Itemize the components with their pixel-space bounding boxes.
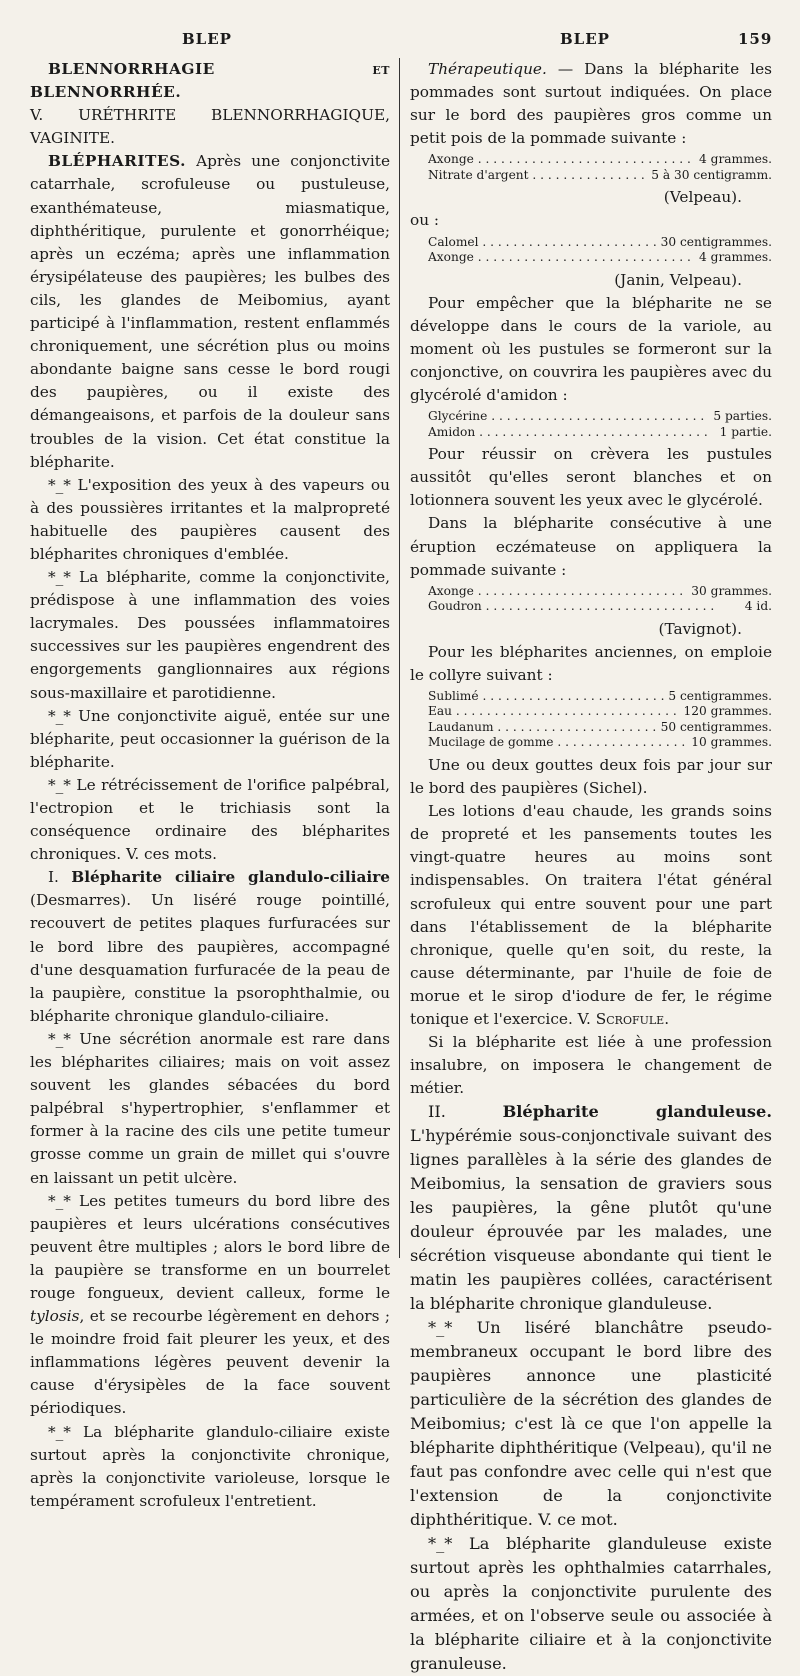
quantity: 5 parties. (713, 409, 772, 424)
ingredient: Nitrate d'argent . . . (428, 168, 647, 184)
quantity: 10 grammes. (691, 735, 772, 750)
paragraph: *_* Une conjonctivite aiguë, entée sur une blépharite, peut occasionner la guérison de la blépharite. (30, 706, 390, 771)
prescription-3 (428, 409, 772, 440)
ingredient: Mucilage de gomme . . . (428, 735, 687, 751)
entry-title: BLÉPHARITES. (48, 152, 186, 171)
prescription-row (428, 584, 772, 600)
quantity: 4 id. (744, 599, 772, 614)
paragraph-text: , et se recourbe légèrement en dehors ; le moindre froid fait pleurer les yeux, et des inflammations légères peuvent devenir la cause d'érysipèles de la face souvent périodiques. (30, 1307, 390, 1418)
quantity: 30 grammes. (691, 583, 772, 598)
ou-text: ou : (410, 211, 440, 230)
paragraph: *_* L'exposition des yeux à des vapeurs ou à des poussières irritantes et la malpropreté habituelle des paupières causent des blépharites chroniques d'emblée. (30, 475, 390, 563)
entry-blennorrhagie (30, 58, 390, 104)
paragraph (410, 58, 772, 150)
paragraph: *_* La blépharite glanduleuse existe surtout après les ophthalmies catarrhales, ou après la conjonctivite purulente des armées, et on l'observe seule ou associée à la blépharite ciliaire et à la conjonctivite granuleuse. (410, 1534, 772, 1674)
prescription-4 (428, 584, 772, 615)
prescription-row (428, 704, 772, 720)
quantity: 120 grammes. (683, 704, 772, 719)
prescription-5 (428, 689, 772, 751)
prescription-author: (Tavignot). (658, 619, 742, 638)
prescription-author: (Velpeau). (663, 188, 742, 207)
ingredient: Axonge . . . (428, 584, 687, 600)
column-divider (399, 58, 400, 1258)
ingredient: Axonge . . . (428, 152, 695, 168)
prescription-row (428, 599, 772, 615)
right-column (410, 58, 772, 1676)
section-number: I. (48, 868, 59, 887)
paragraph: *_* La blépharite glandulo-ciliaire existe surtout après la conjonctivite chronique, après la conjonctivite varioleuse, lorsque le tempérament scrofuleux l'entretient. (30, 1422, 390, 1510)
paragraph: *_* Le rétrécissement de l'orifice palpébral, l'ectropion et le trichiasis sont la conséquence ordinaire des blépharites chroniques. V. ces mots. (30, 775, 390, 864)
quantity: 1 partie. (719, 424, 772, 439)
paragraph-text: Après une conjonctivite catarrhale, scrofuleuse ou pustuleuse, exanthémateuse, miasmatique, diphthéritique, purulente et gonorrhéique; après un eczéma; après une inflammation érysipélateuse des paupières; les bulbes des cils, les glandes de Meibomius, ayant participé à l'inflammation, restent enflammés chroniquement, une sécrétion plus ou moins abondante baigne sans cesse le bord rougi des paupières, ou il existe des démangeaisons, et parfois de la douleur sans troubles de la vision. Cet état constitue la blépharite. (30, 152, 390, 471)
section-paragraph (30, 866, 390, 1028)
section-title: Blépharite glanduleuse. (502, 1102, 772, 1122)
prescription-row (428, 168, 772, 184)
quantity: 5 centigrammes. (668, 688, 772, 703)
italic-term: tylosis (30, 1307, 80, 1326)
paragraph: *_* La blépharite, comme la conjonctivite, prédispose à une inflammation des voies lacrymales. Des poussées inflammatoires successives sur les paupières engendrent des engorgements ganglionnaires aux régions sous-maxillaire et parotidienne. (30, 568, 390, 702)
paragraph-text: — Dans la blépharite les pommades sont surtout indiquées. On place sur le bord des paupières gros comme un petit pois de la pommade suivante : (410, 60, 772, 148)
quantity: 5 à 30 centigramm. (651, 167, 772, 182)
quantity: 50 centigrammes. (660, 719, 772, 734)
paragraph-text: (Desmarres). Un liséré rouge pointillé, recouvert de petites plaques furfuracées sur le bord libre des paupières, accompagné d'une desquamation furfuracée de la peau de la paupière, constitue la psorophthalmie, ou blépharite chronique glandulo-ciliaire. (30, 891, 390, 1025)
ingredient: Amidon . . . (428, 425, 716, 441)
section-title: Blépharite ciliaire glandulo-ciliaire (71, 868, 390, 887)
ingredient: Goudron . . . (428, 599, 741, 615)
quantity: 4 grammes. (699, 152, 772, 167)
cross-reference: Scrofule. (595, 1010, 670, 1028)
paragraph (30, 1190, 390, 1421)
quantity: 4 grammes. (699, 250, 772, 265)
prescription-row (428, 735, 772, 751)
paragraph-text: Les lotions d'eau chaude, les grands soins de propreté et les pansements toutes les vingt-quatre heures au moins sont indispensables. On traitera l'état général scrofuleux qui entre souvent pour une part dans l'établissement de la blépharite chronique, quelle qu'en soit, du reste, la cause déterminante, par l'huile de foie de morue et le sirop d'iodure de fer, le régime tonique et l'exercice. V. (410, 802, 772, 1028)
prescription-row (428, 689, 772, 705)
paragraph (410, 800, 772, 1031)
paragraph: Dans la blépharite consécutive à une éruption eczémateuse on appliquera la pommade suivante : (410, 514, 772, 579)
ingredient: Eau . . . (428, 704, 680, 720)
ingredient: Laudanum . . . (428, 720, 657, 736)
ingredient: Calomel . . . (428, 235, 657, 251)
paragraph: Pour empêcher que la blépharite ne se développe dans le cours de la variole, au moment où les pustules se formeront sur la conjonctive, on couvrira les paupières avec du glycérolé d'amidon : (410, 293, 772, 405)
ingredient: Axonge . . . (428, 250, 695, 266)
prescription-1 (428, 152, 772, 183)
cross-reference: V. URÉTHRITE BLENNORRHAGIQUE, VAGINITE. (30, 106, 390, 148)
paragraph-text: L'hypérémie sous-conjonctivale suivant des lignes parallèles à la série des glandes de Meibomius, la sensation de graviers sous les paupières, la gêne plutôt qu'une douleur éprouvée par les malades, une sécrétion visqueuse abondante qui tient le matin les paupières collées, caractérisent la blépharite chronique glanduleuse. (410, 1126, 772, 1314)
paragraph: Pour réussir on crèvera les pustules aussitôt qu'elles seront blanches et on lotionnera souvent les yeux avec le glycérolé. (410, 445, 772, 510)
paragraph: Pour les blépharites anciennes, on emploie le collyre suivant : (410, 642, 772, 684)
prescription-row (428, 235, 772, 251)
ingredient: Glycérine . . . (428, 409, 709, 425)
page-number: 159 (738, 30, 773, 48)
therapeutique-label: Thérapeutique. (428, 60, 547, 78)
quantity: 30 centigrammes. (660, 234, 772, 249)
prescription-row (428, 250, 772, 266)
running-head-left: BLEP (182, 30, 232, 48)
paragraph: *_* Une sécrétion anormale est rare dans les blépharites ciliaires; mais on voit assez souvent les glandes sébacées du bord palpébral s'hypertrophier, s'enflammer et former à la racine des cils une petite tumeur grosse comme un grain de millet qui s'ouvre en laissant un petit ulcère. (30, 1029, 390, 1187)
paragraph (30, 150, 390, 473)
ingredient: Sublimé . . . (428, 689, 664, 705)
prescription-author: (Janin, Velpeau). (614, 270, 742, 289)
section-number: II. (428, 1102, 446, 1122)
prescription-row (428, 152, 772, 168)
paragraph: *_* Un liséré blanchâtre pseudo-membraneux occupant le bord libre des paupières annonce une plasticité particulière de la sécrétion des glandes de Meibomius; c'est là ce que l'on appelle la blépharite diphthéritique (Velpeau), qu'il ne faut pas confondre avec celle qui n'est que l'extension de la conjonctivite diphthéritique. V. ce mot. (410, 1318, 772, 1530)
paragraph: Une ou deux gouttes deux fois par jour sur le bord des paupières (Sichel). (410, 755, 772, 798)
prescription-row (428, 720, 772, 736)
paragraph-text: *_* Les petites tumeurs du bord libre des paupières et leurs ulcérations consécutives peuvent être multiples ; alors le bord libre de la paupière se transforme en un bourrelet rouge fongueux, devient calleux, forme le (30, 1191, 390, 1302)
running-head-right: BLEP (560, 30, 610, 48)
prescription-row (428, 425, 772, 441)
paragraph: Si la blépharite est liée à une profession insalubre, on imposera le changement de métier. (410, 1033, 772, 1098)
left-column (30, 58, 390, 1513)
entry-title: BLENNORRHAGIE et BLENNORRHÉE. (30, 60, 390, 102)
prescription-row (428, 409, 772, 425)
prescription-2 (428, 235, 772, 266)
